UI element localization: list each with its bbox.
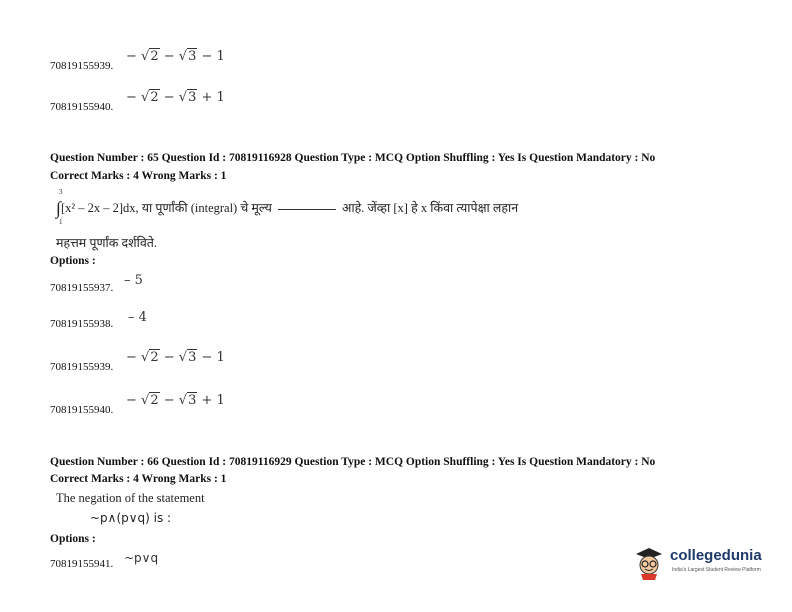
answer-blank bbox=[278, 209, 336, 210]
option-value: – 5 bbox=[124, 273, 143, 288]
option-value: – 4 bbox=[128, 310, 147, 325]
option-value: ~p∨q bbox=[124, 551, 159, 565]
question-stem: 3 ∫[x² – 2x – 2]dx, या पूर्णांकी (integral) चे मूल्य आहे. जेंव्हा [x] हे x किंवा त्यापेक्षा लहान 1 bbox=[56, 188, 519, 226]
question-stem: The negation of the statement bbox=[56, 491, 205, 505]
option-id: 70819155939. bbox=[50, 361, 114, 373]
marks-line: Correct Marks : 4 Wrong Marks : 1 bbox=[50, 473, 227, 485]
option-expression: − √2 − √3 + 1 bbox=[126, 393, 225, 408]
question-stem-line2: महत्तम पूर्णांक दर्शविते. bbox=[56, 236, 158, 250]
option-id: 70819155939. bbox=[50, 60, 114, 72]
brand-tagline: India's Largest Student Review Platform bbox=[672, 567, 761, 573]
option-id: 70819155938. bbox=[50, 318, 114, 330]
sqrt-term: √2 bbox=[141, 49, 159, 64]
options-label: Options : bbox=[50, 533, 96, 545]
options-label: Options : bbox=[50, 255, 96, 267]
sqrt-term: √3 bbox=[178, 49, 197, 64]
brand-name: collegedunia bbox=[670, 547, 762, 564]
option-expression: − √2 − √3 + 1 bbox=[126, 90, 225, 105]
question-header: Question Number : 66 Question Id : 70819116929 Question Type : MCQ Option Shuffling : Yes Is Question Mandatory : No bbox=[50, 456, 656, 468]
option-expression: − √2 − √3 − 1 bbox=[126, 350, 225, 365]
integral-sign: ∫ bbox=[56, 198, 61, 218]
option-expression: − √2 − √3 − 1 bbox=[126, 49, 225, 64]
lower-limit: 1 bbox=[59, 218, 63, 226]
marks-line: Correct Marks : 4 Wrong Marks : 1 bbox=[50, 170, 227, 182]
integrand: [x² – 2x – 2]dx bbox=[60, 201, 136, 215]
upper-limit: 3 bbox=[59, 188, 63, 196]
option-id: 70819155940. bbox=[50, 101, 114, 113]
question-header: Question Number : 65 Question Id : 70819116928 Question Type : MCQ Option Shuffling : Yes Is Question Mandatory : No bbox=[50, 152, 656, 164]
option-id: 70819155940. bbox=[50, 404, 114, 416]
collegedunia-logo bbox=[632, 545, 772, 581]
mascot-icon bbox=[632, 545, 666, 581]
option-id: 70819155941. bbox=[50, 558, 114, 570]
option-id: 70819155937. bbox=[50, 282, 114, 294]
question-statement: ~p∧(p∨q) is : bbox=[90, 511, 172, 525]
